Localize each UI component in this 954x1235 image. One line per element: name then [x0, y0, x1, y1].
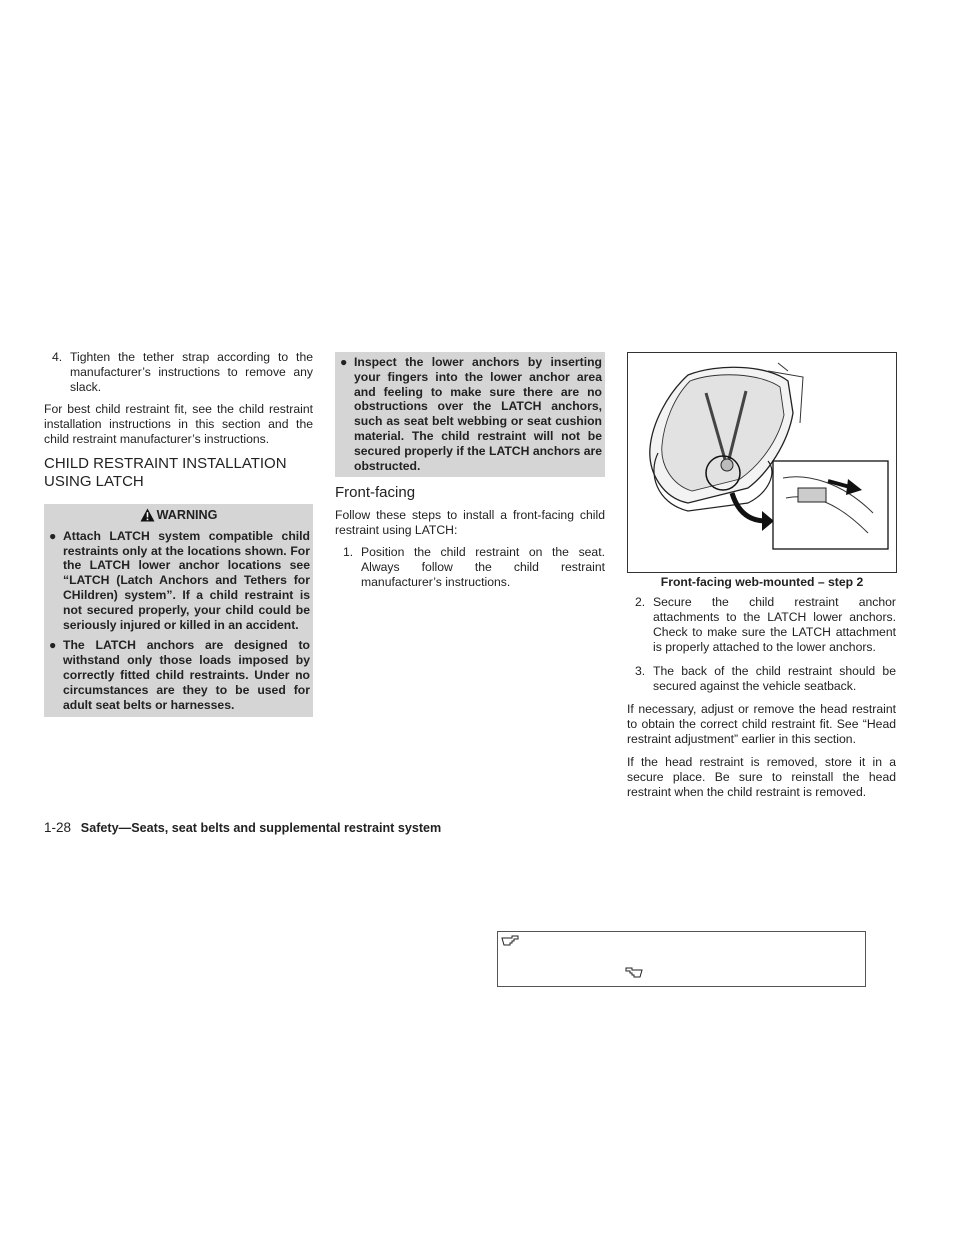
chapter-title: Safety—Seats, seat belts and supplemental restraint system — [80, 821, 442, 835]
left-column — [44, 350, 313, 717]
child-seat-drawing — [628, 353, 896, 572]
step-2-number: 2. — [635, 595, 646, 609]
pointing-hand-icon — [625, 967, 643, 979]
head-restraint-paragraph-2: If the head restraint is removed, store it in a secure place. Be sure to reinstall the head restraint when the child restraint is removed. — [627, 755, 896, 799]
warning-bullet-1-text: Attach LATCH system compatible child restraints only at the locations shown. For the LATCH lower anchor locations see “LATCH (Latch Anchors and Tethers for CHildren) system”. If a child restraint is not secured properly, your child could be seriously injured or killed in an accident. — [63, 528, 310, 632]
step-4 — [44, 350, 313, 395]
warning-continued-box — [335, 352, 605, 477]
figure-caption: Front-facing web-mounted – step 2 — [660, 575, 864, 589]
step-3 — [627, 664, 896, 694]
step-3-text: The back of the child restraint should be secured against the vehicle seatback. — [653, 664, 896, 693]
front-facing-intro: Follow these steps to install a front-facing child restraint using LATCH: — [335, 508, 605, 538]
warning-title — [47, 508, 310, 523]
step-4-number: 4. — [52, 350, 63, 364]
warning-title-text: WARNING — [156, 508, 218, 522]
step-3-number: 3. — [635, 664, 646, 678]
front-facing-heading: Front-facing — [335, 484, 416, 502]
step-1 — [335, 545, 605, 590]
step-2-text: Secure the child restraint anchor attachments to the LATCH lower anchors. Check to make sure the LATCH attachment is properly attached to the lower anchors. — [653, 595, 896, 654]
warning-bullet-1 — [47, 529, 310, 633]
page-number: 1-28 — [44, 820, 72, 835]
step-1-text: Position the child restraint on the seat. Always follow the child restraint manufacturer’s instructions. — [361, 545, 605, 590]
warning-bullet-2 — [47, 638, 310, 712]
bullet-dot-icon: ● — [49, 638, 57, 653]
child-seat-illustration — [627, 352, 897, 573]
bullet-dot-icon: ● — [49, 528, 57, 543]
warning-bullet-3-text: Inspect the lower anchors by inserting your fingers into the lower anchor area and feeling to make sure there are no obstructions over the LATCH anchors, such as seat belt webbing or seat cushion material. The child restraint will not be secured properly if the LATCH anchors are obstructed. — [354, 355, 602, 473]
note-box — [497, 931, 866, 987]
head-restraint-paragraph-1: If necessary, adjust or remove the head restraint to obtain the correct child restraint fit. See “Head restraint adjustment” earlier in this section. — [627, 702, 896, 746]
pointing-hand-icon — [501, 935, 519, 947]
warning-bullet-3 — [338, 355, 602, 473]
step-2 — [627, 595, 896, 655]
right-column — [627, 595, 896, 807]
warning-triangle-icon — [140, 508, 155, 522]
warning-box — [44, 504, 313, 717]
page-footer — [44, 820, 441, 836]
step-4-text: Tighten the tether strap according to the manufacturer’s instructions to remove any slack. — [70, 350, 313, 394]
step-1-number: 1. — [343, 545, 354, 560]
middle-column — [335, 352, 605, 597]
fit-paragraph: For best child restraint fit, see the child restraint installation instructions in this section and the child restraint manufacturer’s instructions. — [44, 402, 313, 446]
section-heading: CHILD RESTRAINT INSTALLATION USING LATCH — [44, 455, 287, 490]
bullet-dot-icon: ● — [340, 355, 348, 369]
warning-bullet-2-text: The LATCH anchors are designed to withstand only those loads imposed by correctly fitted child restraints. Under no circumstances are they to be used for adult seat belts or harnesses. — [63, 638, 310, 712]
